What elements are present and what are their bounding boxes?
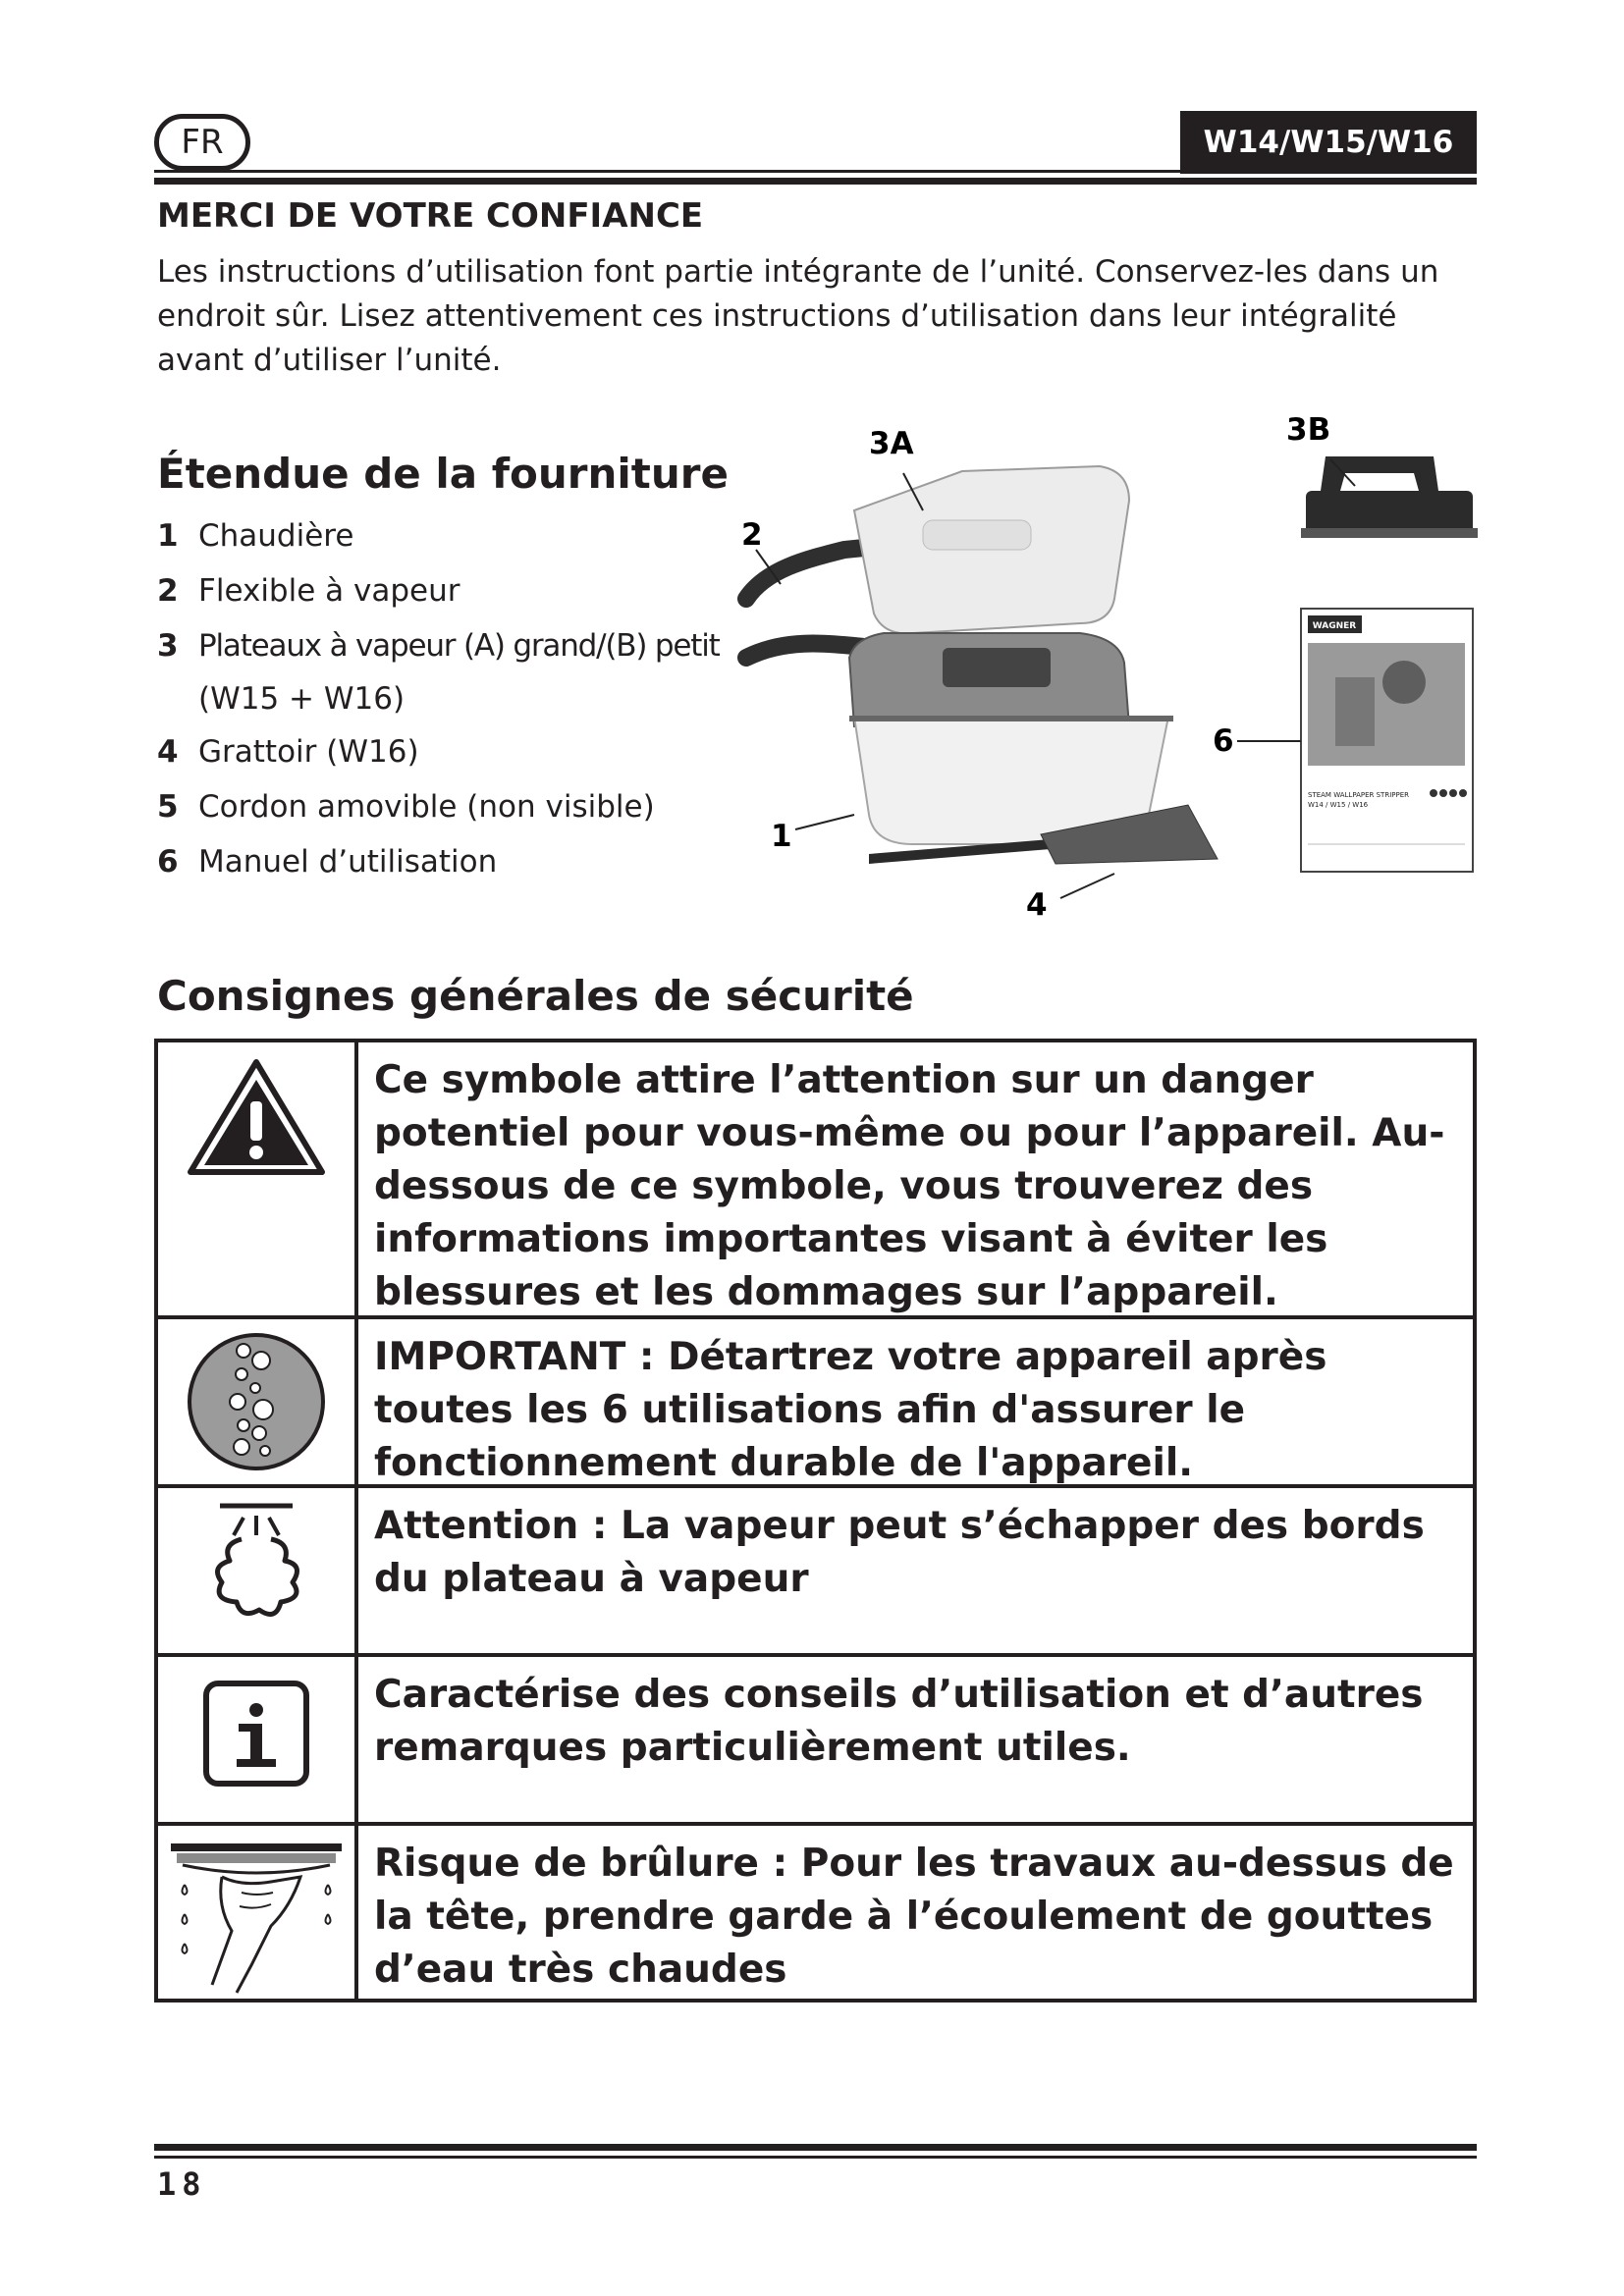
safety-table	[154, 1039, 1477, 2002]
warning-triangle-icon	[183, 1054, 330, 1182]
boiler	[849, 633, 1173, 844]
list-item	[157, 563, 746, 618]
list-item-continuation	[157, 673, 746, 724]
supply-list	[157, 508, 746, 889]
item-number: 6	[157, 844, 179, 880]
list-item	[157, 618, 746, 673]
list-item	[157, 724, 746, 779]
model-label: W14/W15/W16	[1180, 111, 1477, 174]
safety-heading: Consignes générales de sécurité	[157, 972, 914, 1020]
item-label: Plateaux à vapeur (A) grand/(B) petit	[198, 628, 720, 664]
callout-3b: 3B	[1286, 412, 1331, 448]
supply-heading: Étendue de la fourniture	[157, 450, 729, 498]
table-row	[158, 1822, 1473, 1999]
item-number: 2	[157, 573, 179, 609]
item-label: Grattoir (W16)	[198, 734, 419, 770]
table-row	[158, 1653, 1473, 1822]
safety-text: IMPORTANT : Détartrez votre appareil après toutes les 6 utilisations afin d'assurer le fonctionnement durable de l'appareil.	[374, 1335, 1327, 1485]
steam-hose	[746, 548, 864, 599]
descaling-bubbles-icon	[183, 1331, 330, 1473]
info-icon	[201, 1679, 311, 1789]
icon-cell	[158, 1826, 358, 1999]
footer-rule-thick	[154, 2144, 1477, 2151]
large-steam-plate	[854, 466, 1129, 633]
table-row	[158, 1042, 1473, 1315]
manual-booklet	[1301, 609, 1473, 872]
list-item	[157, 834, 746, 889]
item-label: Chaudière	[198, 518, 354, 554]
manual-models: W14 / W15 / W16	[1308, 801, 1369, 809]
item-label: Cordon amovible (non visible)	[198, 789, 655, 825]
product-figure	[727, 412, 1492, 933]
manual-brand: WAGNER	[1312, 621, 1357, 631]
callout-4: 4	[1026, 887, 1048, 923]
safety-text: Attention : La vapeur peut s’échapper des bords du plateau à vapeur	[374, 1504, 1425, 1601]
item-label: (W15 + W16)	[198, 681, 406, 717]
icon-cell	[158, 1488, 358, 1653]
callout-1: 1	[771, 819, 792, 854]
safety-text: Caractérise des conseils d’utilisation et d’autres remarques particulièrement utiles.	[374, 1673, 1424, 1770]
intro-heading: MERCI DE VOTRE CONFIANCE	[157, 196, 704, 236]
callout-2: 2	[741, 517, 763, 553]
small-steam-plate	[1301, 456, 1478, 538]
safety-text: Risque de brûlure : Pour les travaux au-dessus de la tête, prendre garde à l’écoulement de gouttes d’eau très chaudes	[374, 1842, 1454, 1992]
language-badge: FR	[154, 114, 250, 171]
footer-rule-thin	[154, 2156, 1477, 2159]
page-number: 18	[157, 2165, 207, 2203]
item-label: Flexible à vapeur	[198, 573, 460, 609]
item-number: 5	[157, 789, 179, 825]
hot-drops-hand-icon	[163, 1838, 350, 1995]
icon-cell	[158, 1319, 358, 1484]
table-row	[158, 1315, 1473, 1484]
icon-cell	[158, 1042, 358, 1315]
list-item	[157, 779, 746, 834]
intro-text: Les instructions d’utilisation font partie intégrante de l’unité. Conservez-les dans un endroit sûr. Lisez attentivement ces instructions d’utilisation dans leur intégralité avant d’utiliser l’unité.	[157, 254, 1439, 378]
item-number: 4	[157, 734, 179, 770]
item-number: 3	[157, 628, 179, 664]
header-rule-thick	[154, 178, 1477, 185]
steam-escape-icon	[183, 1500, 330, 1637]
callout-3a: 3A	[869, 426, 914, 461]
item-number: 1	[157, 518, 179, 554]
manual-title: STEAM WALLPAPER STRIPPER	[1308, 791, 1409, 799]
list-item	[157, 508, 746, 563]
table-row	[158, 1484, 1473, 1653]
callout-6: 6	[1213, 723, 1234, 759]
icon-cell	[158, 1657, 358, 1822]
item-label: Manuel d’utilisation	[198, 844, 498, 880]
safety-text: Ce symbole attire l’attention sur un danger potentiel pour vous-même ou pour l’appareil. Au-dessous de ce symbole, vous trouverez des informations importantes visant à éviter les blessures et les dommages sur l’appareil.	[374, 1058, 1445, 1314]
